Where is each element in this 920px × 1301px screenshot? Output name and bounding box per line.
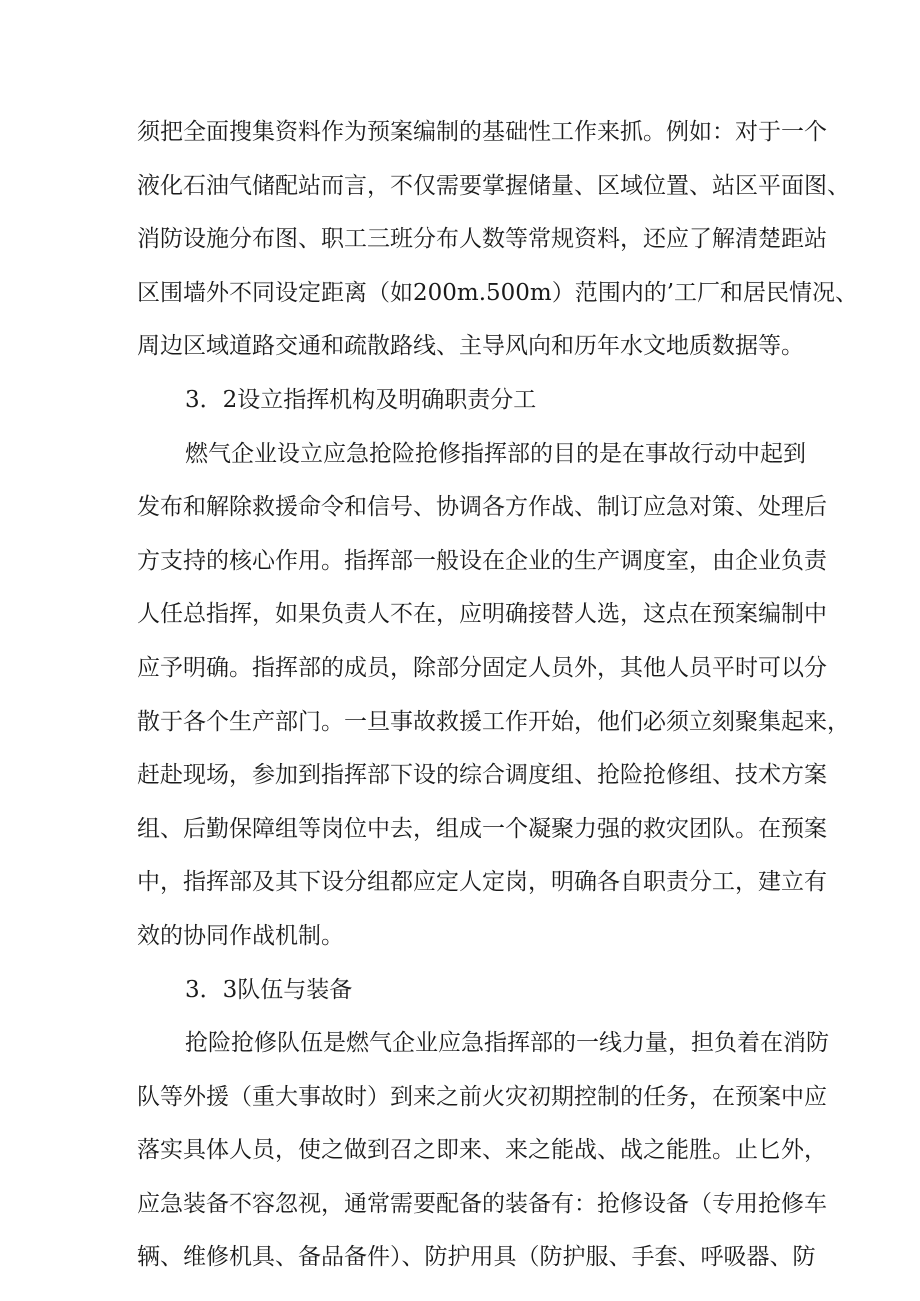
- section-heading-3-3: 3．3队伍与装备: [185, 976, 353, 1003]
- paragraph-line: 效的协同作战机制。: [137, 922, 344, 949]
- paragraph-data-collection: [137, 106, 859, 374]
- paragraph-line: 组、后勤保障组等岗位中去，组成一个凝聚力强的救灾团队。在预案: [137, 815, 827, 842]
- paragraph-line: 落实具体人员，使之做到召之即来、来之能战、战之能胜。止匕外，: [137, 1137, 827, 1164]
- paragraph-command-structure: [137, 428, 850, 964]
- paragraph-line: 区围墙外不同设定距离（如200m.500m）范围内的’工厂和居民情况、: [137, 279, 859, 306]
- paragraph-line: 应予明确。指挥部的成员，除部分固定人员外，其他人员平时可以分: [137, 654, 827, 681]
- paragraph-line: 方支持的核心作用。指挥部一般设在企业的生产调度室，由企业负责: [137, 547, 827, 574]
- paragraph-line: 应急装备不容忽视，通常需要配备的装备有：抢修设备（专用抢修车: [137, 1190, 827, 1217]
- paragraph-line: 液化石油气储配站而言，不仅需要掌握储量、区域位置、站区平面图、: [137, 172, 850, 199]
- paragraph-line: 人任总指挥，如果负责人不在，应明确接替人选，这点在预案编制中: [137, 601, 827, 628]
- paragraph-line: 赶赴现场，参加到指挥部下设的综合调度组、抢险抢修组、技术方案: [137, 762, 827, 789]
- paragraph-line: 抢险抢修队伍是燃气企业应急指挥部的一线力量，担负着在消防: [185, 1030, 829, 1057]
- paragraph-line: 散于各个生产部门。一旦事故救援工作开始，他们必须立刻聚集起来，: [137, 708, 850, 735]
- paragraph-team-equipment: [137, 1017, 829, 1285]
- paragraph-line: 燃气企业设立应急抢险抢修指挥部的目的是在事故行动中起到: [185, 440, 806, 467]
- document-body: [137, 106, 859, 1285]
- paragraph-line: 消防设施分布图、职工三班分布人数等常规资料，还应了解清楚距站: [137, 226, 827, 253]
- paragraph-line: 辆、维修机具、备品备件）、防护用具（防护服、手套、呼吸器、防: [137, 1244, 816, 1271]
- paragraph-line: 周边区域道路交通和疏散路线、主导风向和历年水文地质数据等。: [137, 333, 804, 360]
- paragraph-line: 须把全面搜集资料作为预案编制的基础性工作来抓。例如：对于一个: [137, 119, 827, 145]
- paragraph-line: 队等外援（重大事故时）到来之前火灾初期控制的任务，在预案中应: [137, 1083, 827, 1110]
- paragraph-line: 中，指挥部及其下设分组都应定人定岗，明确各自职责分工，建立有: [137, 869, 827, 896]
- paragraph-line: 发布和解除救援命令和信号、协调各方作战、制订应急对策、处理后: [137, 494, 827, 521]
- section-heading-3-2: 3．2设立指挥机构及明确职责分工: [185, 386, 537, 413]
